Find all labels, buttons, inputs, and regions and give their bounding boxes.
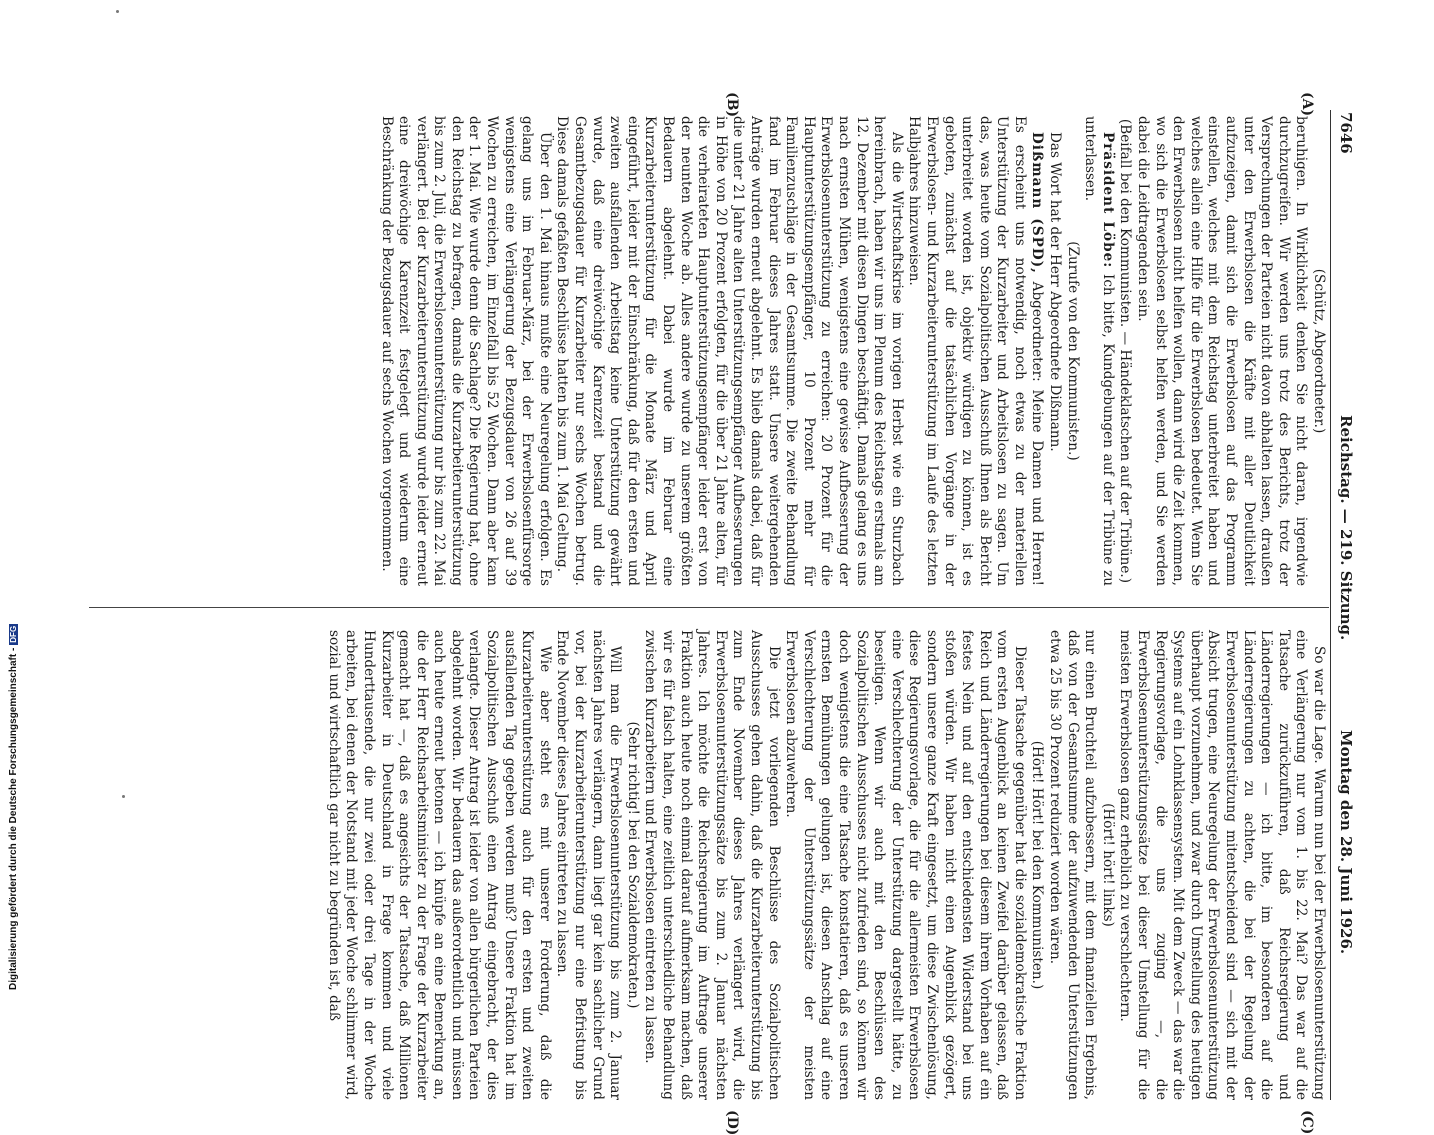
paragraph [1081, 116, 1116, 586]
header-session: Reichstag. — 219. Sitzung. [1337, 415, 1355, 641]
column-divider [89, 607, 1329, 608]
page-number: 7646 [1337, 112, 1355, 154]
speaker-name: Präsident Löbe: [1099, 132, 1116, 269]
speech-text: Abgeordneter: Meine Damen und Herren! Es erscheint uns notwendig, noch etwas zu der materiellen Unterstützung der Kurzarbeiter und Arbeitslosen zu sagen. Um das, was heute vom Sozialpolitischen Ausschuß Ihnen als Bericht unterbreitet worden ist, objektiv würdigen zu können, ist es geboten, zunächst auf die tatsächlichen Vorgänge in der Erwerbslosen- und Kurzarbeiterunterstützung im Laufe des letzten Halbjahres hinzuweisen. [906, 116, 1046, 586]
header-date: Montag den 28. Juni 1926. [1337, 730, 1355, 955]
digitization-credit [8, 460, 28, 1000]
margin-mark-a: (A) [1299, 92, 1315, 117]
document-page [85, 92, 1355, 1135]
interjection: (Zurufe von den Kommunisten.) [1064, 241, 1081, 461]
margin-mark-b: (B) [724, 92, 740, 118]
margin-mark-d: (D) [724, 1110, 740, 1135]
header-rule [1330, 110, 1331, 1100]
paragraph: beruhigen. In Wirklichkeit denken Sie nicht daran, irgendwie durchzugreifen. Wir werden uns trotz des Berichts, trotz der Versprechungen der Parteien nicht davon abhalten lassen, draußen unter den Erwerbslosen die Kräfte mit aller Deutlichkeit aufzuzeigen, damit sich die Erwerbslosen auf das Programm einstellen, welches mit dem Reichstag unterbreitet haben und welches allein eine Hilfe für die Erwerbslosen bedeutet. Wenn Sie den Erwerbslosen nicht helfen wollen, dann wird die Zeit kommen, wo sich die Erwerbslosen selbst helfen werden, und Sie werden dabei die Leidtragenden sein. [1135, 116, 1310, 586]
paragraph: Will man die Erwerbslosenunterstützung bis zum 2. Januar nächsten Jahres verlängern, dann liegt gar kein sachlicher Grund vor, bei der Kurzarbeiterunterstützung nur eine Befristung bis Ende November dieses Jahres eintreten zu lassen. [554, 630, 624, 1100]
margin-mark-c: (C) [1299, 1110, 1315, 1135]
paragraph: Dieser Tatsache gegenüber hat die sozialdemokratische Fraktion vom ersten Augenblick an keinen Zweifel darüber gelassen, daß Reich und Länderregierungen bei diesem ihrem Vorhaben auf ein festes Nein und auf den entschiedensten Widerstand bei uns stoßen würden. Wir haben nicht einen Augenblick gezögert, sondern unsere ganze Kraft eingesetzt, um diese Zwischenlösung, diese Regierungsvorlage, die für die allermeisten Erwerbslosen eine Verschlechterung der Unterstützung dargestellt hätte, zu beseitigen. Wenn wir auch mit den Beschlüssen des Sozialpolitischen Ausschusses nicht zufrieden sind, so können wir doch wenigstens die eine Tatsache konstatieren, daß es unseren ernsten Bemühungen gelungen ist, diesen Anschlag auf eine Verschlechterung der Unterstützungssätze der meisten Erwerbslosen abzuwehren. [783, 630, 1028, 1100]
interjection: (Hört! Hört! bei den Kommunisten.) [1029, 740, 1046, 990]
right-column [324, 630, 1327, 1100]
paragraph: Über den 1. Mai hinaus mußte eine Neuregelung erfolgen. Es gelang uns im Februar-März, bei der Erwerbslosenfürsorge wenigstens eine Verlängerung der Bezugsdauer von 26 auf 39 Wochen zu erreichen, im Einzelfall bis 52 Wochen. Dann aber kam der 1. Mai. Wie wurde denn die Sachlage? Die Regierung hat, ohne den Reichstag zu befragen, damals die Kurzarbeiterunterstützung bis zum 2. Juli, die Erwerbslosenunterstützung nur bis zum 22. Mai verlängert. Bei der Kurzarbeiterunterstützung wurde leider erneut eine dreiwöchige Karenzzeit festgelegt und wiederum eine Beschränkung der Bezugsdauer auf sechs Wochen vorgenommen. [378, 116, 553, 586]
paragraph: Die jetzt vorliegenden Beschlüsse des Sozialpolitischen Ausschusses gehen dahin, daß die Kurzarbeiterunterstützung bis zum Ende November dieses Jahres verlängert wird, die Erwerbslosenunterstützungssätze bis zum 2. Januar nächsten Jahres. Ich möchte die Reichsregierung im Auftrage unserer Fraktion auch heute noch einmal darauf aufmerksam machen, daß wir es für falsch halten, eine zeitlich unterschiedliche Behandlung zwischen Kurzarbeitern und Erwerbslosen eintreten zu lassen. [642, 630, 782, 1100]
paragraph: nur einen Bruchteil aufzubessern, mit dem finanziellen Ergebnis, daß von der Gesamtsumme der aufzuwendenden Unterstützungen etwa 25 bis 30 Prozent reduziert worden wären. [1047, 630, 1099, 1100]
left-column [377, 116, 1327, 586]
speech-text: Ich bitte, Kundgebungen auf der Tribüne zu unterlassen. [1082, 116, 1116, 586]
interjection: (Beifall bei den Kommunisten. — Händeklatschen auf der Tribüne.) [1117, 118, 1134, 584]
page-header [1335, 110, 1355, 1100]
paragraph: Das Wort hat der Herr Abgeordnete Dißmann. [1047, 132, 1064, 452]
speaker-name: Dißmann (SPD), [1029, 132, 1046, 274]
scan-speck [116, 10, 119, 13]
speaker-line: (Schütz, Abgeordneter.) [1311, 268, 1327, 434]
interjection: (Hört! hört! links) [1099, 803, 1116, 927]
interjection: (Sehr richtig! bei den Sozialdemokraten.) [624, 721, 641, 1009]
dfg-logo: DFG [9, 625, 18, 643]
paragraph [905, 116, 1046, 586]
paragraph: Wie aber steht es mit unserer Forderung, daß die Kurzarbeiterunterstützung auch für den ersten und zweiten ausfallenden Tag gegeben werden muß? Unsere Fraktion hat im Sozialpolitischen Ausschuß einen Antrag eingebracht, der dies verlangte. Dieser Antrag ist leider von allen bürgerlichen Parteien abgelehnt worden. Wir bedauern das außerordentlich und müssen auch heute erneut betonen — ich knüpfe an eine Bemerkung an, die der Herr Reichsarbeitsminister zu der Frage der Kurzarbeiter gemacht hat —, daß es angesichts der Tatsache, daß Millionen Kurzarbeiter in Deutschland in Frage kommen und viele Hunderttausende, die nur zwei oder drei Tage in der Woche arbeiten, bei denen der Notstand mit jeder Woche schlimmer wird, sozial und wirtschaftlich gar nicht zu begründen ist, daß [325, 630, 553, 1100]
digitization-credit-text: Digitalisierung gefördert durch die Deutsche Forschungsgemeinschaft - [8, 647, 19, 990]
paragraph: Als die Wirtschaftskrise im vorigen Herbst wie ein Sturzbach hereinbrach, haben wir uns im Plenum des Reichstags erstmals am 12. Dezember mit diesen Dingen beschäftigt. Damals gelang es uns nach ernsten Mühen, wenigstens eine gewisse Aufbesserung der Erwerbslosenunterstützung zu erreichen: 20 Prozent für die Hauptunterstützungsempfänger, 10 Prozent mehr für Familienzuschläge in der Gesamtsumme. Die zweite Behandlung fand im Februar dieses Jahres statt. Unsere weitergehenden Anträge wurden erneut abgelehnt. Es blieb damals dabei, daß für die unter 21 Jahre alten Unterstützungsempfänger Aufbesserungen in Höhe von 20 Prozent erfolgten, für die über 21 Jahre alten, für die verheirateten Hauptunterstützungsempfänger leider erst von der neunten Woche ab. Alles andere wurde zu unserem größten Bedauern abgelehnt. Dabei wurde im Februar eine Kurzarbeiterunterstützung für die Monate März und April eingeführt, leider mit der Einschränkung, daß für den ersten und zweiten ausfallenden Arbeitstag keine Unterstützung gewährt wurde, daß eine dreiwöchige Karenzzeit bestand und die Gesamtbezugsdauer für Kurzarbeiter nur sechs Wochen betrug. Diese damals gefaßten Beschlüsse hatten bis zum 1. Mai Geltung. [554, 116, 905, 586]
paragraph: So war die Lage. Warum nun bei der Erwerbslosenunterstützung eine Verlängerung nur vom 1. bis 22. Mai? Das war auf die Tatsache zurückzuführen, daß Reichsregierung und Länderregierungen — ich bitte, im besonderen auf die Länderregierungen zu achten, die bei der Regelung der Erwerbslosenunterstützung mitentscheidend sind — sich mit der Absicht trugen, eine Neuregelung der Erwerbslosenunterstützung überhaupt vorzunehmen, und zwar durch Umstellung des heutigen Systems auf ein Lohnklassensystem. Mit dem Zweck — das war die Regierungsvorlage, die uns zuging —, die Erwerbslosenunterstützungssätze bei dieser Umstellung für die meisten Erwerbslosen ganz erheblich zu verschlechtern. [1117, 630, 1327, 1100]
